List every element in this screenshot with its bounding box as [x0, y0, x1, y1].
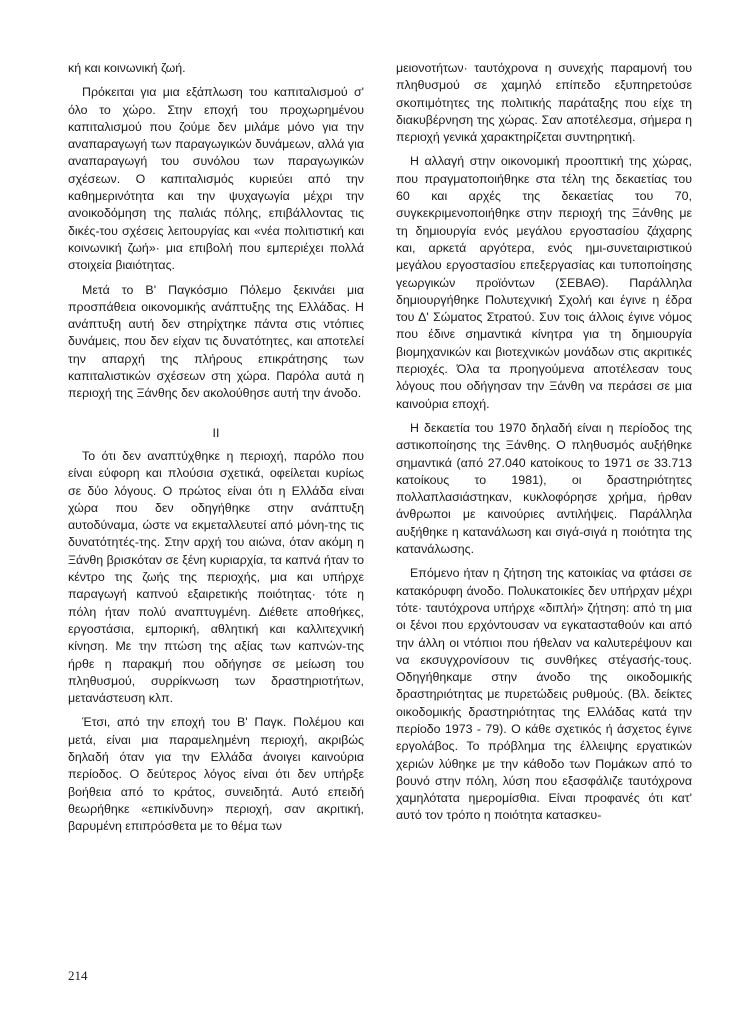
paragraph: Η αλλαγή στην οικονομική προοπτική της χώρας, που πραγματοποιήθηκε στα τέλη της δεκαετίας του 60 και αρχές της δεκαετίας του 70, συγκεκριμενοποιήθηκε στην περιοχή της Ξάνθης με τη δημιουργία ενός μεγάλου εργοστασίου ζάχαρης και, αρκετά αργότερα, ενός ημι-συνεταιριστικού μεγάλου εργοστασίου επεξεργασίας και τυποποίησης γεωργικών προϊόντων (ΣΕΒΑΘ). Παράλληλα δημιουργήθηκε Πολυτεχνική Σχολή και έγινε η έδρα του Δ' Σώματος Στρατού. Συν τοις άλλοις έγινε νόμος που έδινε σημαντικά κίνητρα για τη δημιουργία βιομηχανικών και βιοτεχνικών μονάδων στις ακριτικές περιοχές. Όλα τα προηγούμενα αποτέλεσαν τους λόγους που οδήγησαν την Ξάνθη να περάσει σε μια καινούρια εποχή.: [396, 154, 692, 411]
section-numeral: ΙΙ: [212, 425, 220, 440]
paragraph: Μετά το Β' Παγκόσμιο Πόλεμο ξεκινάει μια προσπάθεια οικονομικής ανάπτυξης της Ελλάδας. Η ανάπτυξη αυτή δεν στηρίχτηκε πάντα στις ντόπιες δυνάμεις, που δεν είχαν τις δυνατότητες, και αποτελεί την απαρχή της πλήρους επικράτησης των καπιταλιστικών σχέσεων στη χώρα. Παρόλα αυτά η περιοχή της Ξάνθης δεν ακολούθησε αυτή την άνοδο.: [68, 282, 364, 401]
paragraph: κή και κοινωνική ζωή.: [68, 61, 186, 75]
paragraph: Έτσι, από την εποχή του Β' Παγκ. Πολέμου και μετά, είναι μια παραμελημένη περιοχή, ακριβώς δηλαδή όταν για την Ελλάδα άνοιγει καινούρια περίοδος. Ο δεύτερος λόγος είναι ότι δεν υπήρξε βοήθεια από το κράτος, συνειδητά. Αυτό επειδή θεωρήθηκε «επικίνδυνη» περιοχή, σαν ακριτική, βαρυμένη επιπρόσθετα με το θέμα των: [68, 715, 364, 834]
paragraph: Πρόκειται για μια εξάπλωση του καπιταλισμού σ' όλο το χώρο. Στην εποχή του προχωρημένου καπιταλισμού που ζούμε δεν μιλάμε μόνο για την αναπαραγωγή των παραγωγικών δυνάμεων, αλλά για αναπαραγωγή του συνόλου των παραγωγικών σχέσεων. Ο καπιταλισμός κυριεύει από την καθημερινότητα και την ψυχαγωγία μέχρι την ανοικοδόμηση της παλιάς πόλης, επιβάλλοντας τις δικές-του σχέσεις λειτουργίας και «νέα πολιτιστική και κοινωνική ζωή»· μια επιβολή που εμπεριέχει πολλά στοιχεία βιαιότητας.: [68, 85, 364, 273]
paragraph: Επόμενο ήταν η ζήτηση της κατοικίας να φτάσει σε κατακόρυφη άνοδο. Πολυκατοικίες δεν υπήρχαν μέχρι τότε· ταυτόχρονα υπήρχε «διπλή» ζήτηση: από τη μια οι ξένοι που ερχόντουσαν να εγκατασταθούν και από την άλλη οι ντόπιοι που ήθελαν να καλυτερέψουν και να εκσυγχρονίσουν τις συνθήκες στέγασής-τους. Οδηγήθηκαμε στην άνοδο της οικοδομικής δραστηριότητας με πυρετώδεις ρυθμούς. (Βλ. δείκτες οικοδομικής δραστηριότητας της Ελλάδας κατά την περίοδο 1973 - 79). Ο κάθε σχετικός ή άσχετος έγινε εργολάβος. Το πρόβλημα της έλλειψης εργατικών χεριών λύθηκε με την κάθοδο των Πομάκων από το βουνό στην πόλη, λύση που εξασφάλιζε ταυτόχρονα χαμηλότατα ημερομίσθια. Είναι προφανές ότι κατ' αυτό τον τρόπο η ποιότητα κατασκευ-: [396, 566, 692, 823]
paragraph: μειονοτήτων· ταυτόχρονα η συνεχής παραμονή του πληθυσμού σε χαμηλό επίπεδο εξυπηρετούσε σκοπιμότητες της πολιτικής παράταξης που είχε τη διακυβέρνηση της χώρας. Σαν αποτέλεσμα, σήμερα η περιοχή γενικά χαρακτηρίζεται συντηρητική.: [396, 61, 692, 145]
right-column: [396, 60, 692, 832]
paragraph: Το ότι δεν αναπτύχθηκε η περιοχή, παρόλο που είναι εύφορη και πλούσια σχετικά, οφείλεται κυρίως σε δύο λόγους. Ο πρώτος είναι ότι η Ελλάδα είναι χώρα που δεν οδηγήθηκε στην ανάπτυξη αυτοδύναμα, ώστε να εκμεταλλευτεί από μόνη-της τις δυνατότητές-της. Στην αρχή του αιώνα, όταν ακόμη η Ξάνθη βρισκόταν σε ξένη κυριαρχία, τα καπνά ήταν το κέντρο της ζωής της περιοχής, μια και υπήρχε παραγωγή καπνού εξαιρετικής ποιότητας· τότε η πόλη ήταν πολύ αναπτυγμένη. Διέθετε αποθήκες, εργοστάσια, εμπορική, αθλητική και καλλιτεχνική κίνηση. Με την πτώση της αξίας των καπνών-της ήρθε η παρακμή που οδήγησε σε μείωση του πληθυσμού, συρρίκνωση των δραστηριοτήτων, μετανάστευση κλπ.: [68, 448, 364, 706]
left-column: [68, 60, 364, 842]
paragraph: Η δεκαετία του 1970 δηλαδή είναι η περίοδος της αστικοποίησης της Ξάνθης. Ο πληθυσμός αυξήθηκε σημαντικά (από 27.040 κατοίκους το 1971 σε 33.713 κατοίκους το 1981), οι δραστηριότητες πολλαπλασιάστηκαν, κυκλοφόρησε χρήμα, ήρθαν άνθρωποι με καινούριες αντιλήψεις. Παράλληλα αυξήθηκε η κατανάλωση και σιγά-σιγά η ποιότητα της κατανάλωσης.: [396, 420, 692, 557]
page-number: 214: [68, 968, 88, 983]
